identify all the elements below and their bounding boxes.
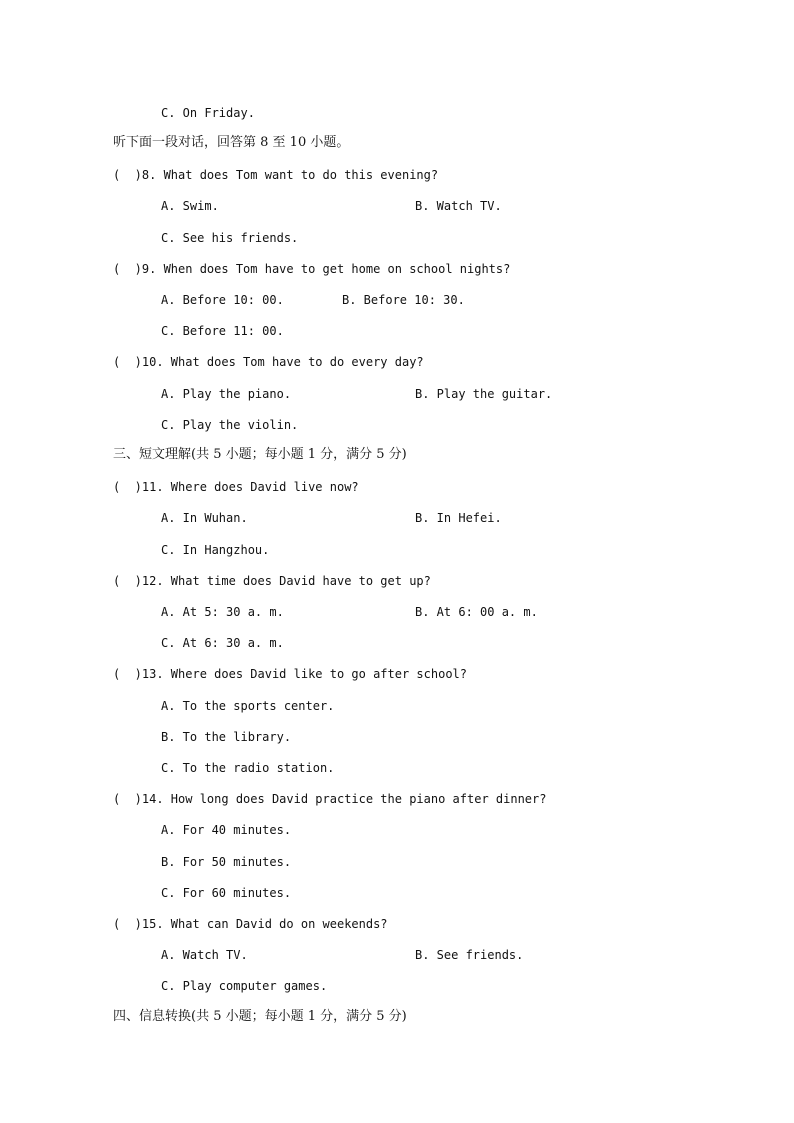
question-15: ( )15. What can David do on weekends? xyxy=(113,917,388,931)
question-9: ( )9. When does Tom have to get home on school nights? xyxy=(113,262,511,276)
option-b: B. Before 10: 30. xyxy=(342,293,465,307)
option-b: B. See friends. xyxy=(415,948,524,962)
option-c: C. See his friends. xyxy=(161,231,299,245)
option-c: C. Play computer games. xyxy=(161,979,328,993)
option-c: C. Play the violin. xyxy=(161,418,299,432)
question-10: ( )10. What does Tom have to do every day? xyxy=(113,355,424,369)
option-b: B. Watch TV. xyxy=(415,199,502,213)
option-c: C. To the radio station. xyxy=(161,761,335,775)
option-a: A. For 40 minutes. xyxy=(161,823,292,837)
option-a: A. Play the piano. xyxy=(161,387,292,401)
question-11: ( )11. Where does David live now? xyxy=(113,480,359,494)
option-c: C. In Hangzhou. xyxy=(161,543,270,557)
option-a: A. Watch TV. xyxy=(161,948,248,962)
question-8: ( )8. What does Tom want to do this evening? xyxy=(113,168,439,182)
option-a: A. In Wuhan. xyxy=(161,511,248,525)
option-b: B. At 6: 00 a. m. xyxy=(415,605,538,619)
option-a: A. Before 10: 00. xyxy=(161,293,284,307)
question-13: ( )13. Where does David like to go after school? xyxy=(113,667,468,681)
question-14: ( )14. How long does David practice the piano after dinner? xyxy=(113,792,547,806)
option-c: C. For 60 minutes. xyxy=(161,886,292,900)
option-b: B. To the library. xyxy=(161,730,292,744)
question-12: ( )12. What time does David have to get up? xyxy=(113,574,431,588)
option-c: C. On Friday. xyxy=(161,106,255,120)
option-a: A. Swim. xyxy=(161,199,219,213)
option-b: B. Play the guitar. xyxy=(415,387,553,401)
option-b: B. In Hefei. xyxy=(415,511,502,525)
option-c: C. At 6: 30 a. m. xyxy=(161,636,284,650)
section-instruction: 听下面一段对话，回答第 8 至 10 小题。 xyxy=(113,135,350,150)
option-a: A. To the sports center. xyxy=(161,699,335,713)
option-c: C. Before 11: 00. xyxy=(161,324,284,338)
option-a: A. At 5: 30 a. m. xyxy=(161,605,284,619)
option-b: B. For 50 minutes. xyxy=(161,855,292,869)
section-3-heading: 三、短文理解(共 5 小题；每小题 1 分，满分 5 分) xyxy=(113,447,407,462)
section-4-heading: 四、信息转换(共 5 小题；每小题 1 分，满分 5 分) xyxy=(113,1009,407,1024)
